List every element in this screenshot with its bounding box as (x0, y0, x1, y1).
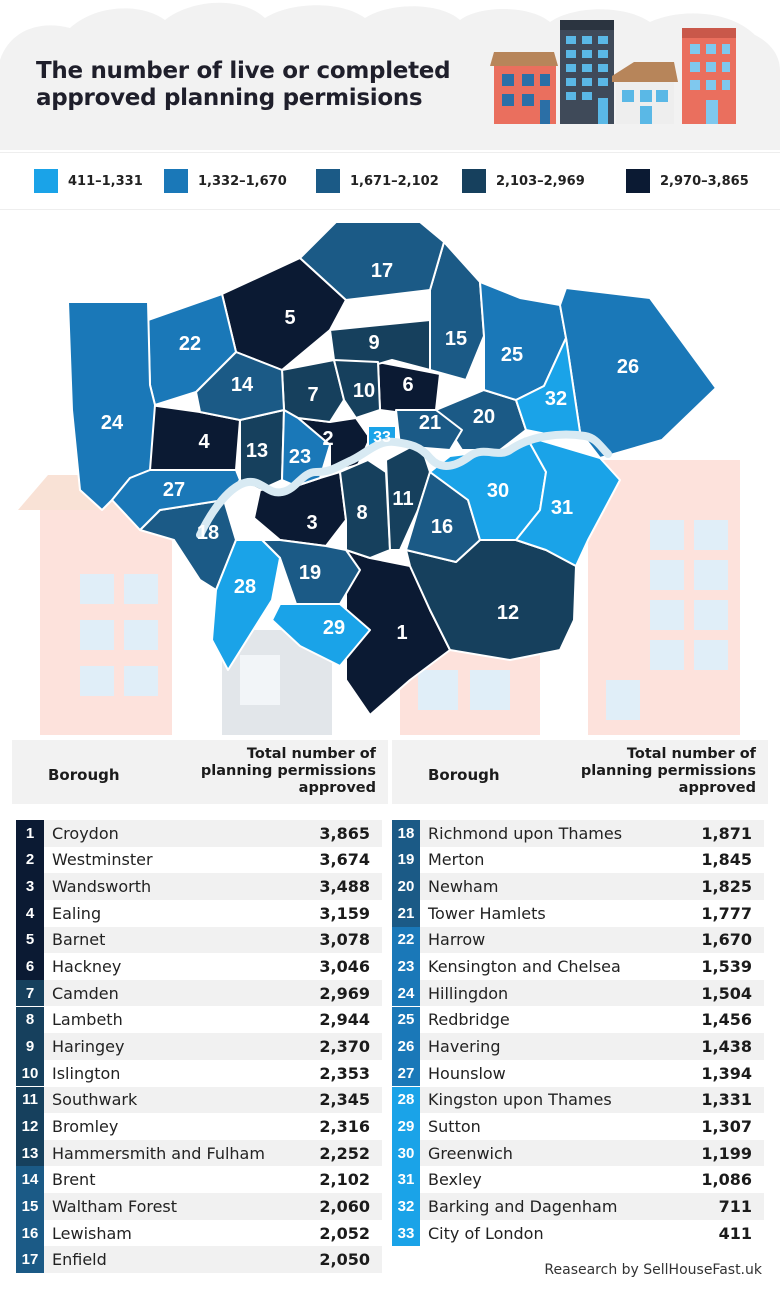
table-row (392, 1113, 764, 1140)
borough-value: 1,825 (701, 877, 752, 897)
borough-value: 2,052 (319, 1223, 370, 1243)
borough-name: Merton (428, 850, 485, 870)
borough-map-label: 1 (396, 622, 408, 644)
borough-value: 711 (718, 1196, 752, 1216)
table-row (16, 1113, 382, 1140)
borough-value: 1,504 (701, 983, 752, 1003)
borough-value: 1,394 (701, 1063, 752, 1083)
legend-label: 411–1,331 (68, 173, 143, 189)
rank-badge: 12 (16, 1113, 44, 1140)
borough-name: Kensington and Chelsea (428, 957, 621, 977)
legend-swatch (462, 169, 486, 193)
borough-name: Croydon (52, 823, 119, 843)
borough-map-label: 11 (392, 488, 414, 510)
table-row (392, 1140, 764, 1167)
borough-map-label: 2 (322, 428, 334, 450)
borough-value: 1,086 (701, 1170, 752, 1190)
borough-value: 2,345 (319, 1090, 370, 1110)
borough-map-label: 29 (322, 617, 346, 639)
borough-map-label: 27 (162, 479, 186, 501)
rank-badge: 29 (392, 1113, 420, 1140)
borough-name: Havering (428, 1036, 501, 1056)
borough-name: Lewisham (52, 1223, 132, 1243)
table-row (16, 953, 382, 980)
borough-name: Tower Hamlets (428, 903, 546, 923)
borough-value: 1,307 (701, 1116, 752, 1136)
legend-item-5 (626, 169, 749, 193)
header (0, 0, 780, 150)
borough-map-label: 12 (496, 602, 520, 624)
borough-map-label: 32 (544, 388, 568, 410)
table-row (392, 820, 764, 847)
header-total-line: planning permissions (580, 763, 756, 779)
borough-value: 2,102 (319, 1170, 370, 1190)
legend-item-2 (164, 169, 287, 193)
rank-badge: 31 (392, 1166, 420, 1193)
table-row (16, 1087, 382, 1114)
borough-map-label: 13 (245, 440, 269, 462)
title-line-2: approved planning permisions (36, 85, 423, 111)
borough-map-label: 8 (356, 502, 368, 524)
buildings-illustration (488, 14, 748, 126)
rank-badge: 17 (16, 1246, 44, 1273)
borough-name: Newham (428, 877, 499, 897)
borough-map-label: 10 (352, 380, 376, 402)
borough-value: 2,060 (319, 1196, 370, 1216)
borough-value: 3,488 (319, 877, 370, 897)
borough-map-label: 31 (550, 497, 574, 519)
rank-badge: 5 (16, 927, 44, 954)
table-header-right (392, 740, 768, 804)
legend-swatch (316, 169, 340, 193)
borough-name: Barking and Dagenham (428, 1196, 618, 1216)
page-title (36, 58, 506, 112)
borough-name: Sutton (428, 1116, 481, 1136)
borough-value: 1,199 (701, 1143, 752, 1163)
legend-item-1 (34, 169, 143, 193)
rank-badge: 18 (392, 820, 420, 847)
borough-value: 1,845 (701, 850, 752, 870)
rank-badge: 21 (392, 900, 420, 927)
borough-value: 3,674 (319, 850, 370, 870)
borough-map-label: 18 (196, 522, 220, 544)
borough-map-label: 16 (430, 516, 454, 538)
table-row (392, 1033, 764, 1060)
borough-map-label: 23 (288, 446, 312, 468)
borough-value: 411 (718, 1223, 752, 1243)
table-row (16, 900, 382, 927)
borough-name: Westminster (52, 850, 153, 870)
table-row (16, 1007, 382, 1034)
borough-name: Redbridge (428, 1010, 510, 1030)
rank-badge: 24 (392, 980, 420, 1007)
header-total-line: planning permissions (200, 763, 376, 779)
header-total (201, 746, 376, 797)
table-row (392, 1060, 764, 1087)
borough-name: Wandsworth (52, 877, 152, 897)
table-row (16, 927, 382, 954)
legend-item-3 (316, 169, 439, 193)
header-total (581, 746, 756, 797)
borough-name: Enfield (52, 1250, 107, 1270)
legend-label: 2,103–2,969 (496, 173, 585, 189)
header-total-line: approved (678, 780, 756, 796)
borough-value: 3,865 (319, 823, 370, 843)
borough-value: 2,944 (319, 1010, 370, 1030)
table-row (392, 873, 764, 900)
rank-badge: 26 (392, 1033, 420, 1060)
borough-name: Islington (52, 1063, 121, 1083)
table-row (16, 820, 382, 847)
borough-value: 1,456 (701, 1010, 752, 1030)
borough-value: 1,539 (701, 957, 752, 977)
borough-map-label: 30 (486, 480, 510, 502)
borough-map-label: 24 (100, 412, 124, 434)
borough-name: Waltham Forest (52, 1196, 178, 1216)
borough-name: Haringey (52, 1036, 125, 1056)
rank-badge: 7 (16, 980, 44, 1007)
borough-value: 3,078 (319, 930, 370, 950)
borough-name: Kingston upon Thames (428, 1090, 612, 1110)
rank-badge: 32 (392, 1193, 420, 1220)
rank-badge: 4 (16, 900, 44, 927)
rank-badge: 11 (16, 1087, 44, 1114)
legend-label: 2,970–3,865 (660, 173, 749, 189)
borough-value: 3,159 (319, 903, 370, 923)
borough-name: Hackney (52, 957, 122, 977)
borough-name: Hammersmith and Fulham (52, 1143, 265, 1163)
borough-value: 2,969 (319, 983, 370, 1003)
table-row (16, 1246, 382, 1273)
header-total-line: Total number of (626, 746, 756, 762)
borough-map-label: 17 (370, 260, 394, 282)
borough-name: Barnet (52, 930, 106, 950)
table-row (392, 953, 764, 980)
rank-badge: 19 (392, 847, 420, 874)
borough-value: 3,046 (319, 957, 370, 977)
borough-value: 1,777 (701, 903, 752, 923)
rank-badge: 25 (392, 1007, 420, 1034)
legend (0, 152, 780, 210)
borough-map-label: 25 (500, 344, 524, 366)
rank-badge: 23 (392, 953, 420, 980)
table-row (392, 1193, 764, 1220)
borough-name: Camden (52, 983, 119, 1003)
borough-map-label: 9 (368, 332, 380, 354)
rank-badge: 20 (392, 873, 420, 900)
borough-name: Greenwich (428, 1143, 513, 1163)
rank-badge: 6 (16, 953, 44, 980)
borough-map-label: 4 (198, 431, 210, 453)
table-row (392, 900, 764, 927)
borough-value: 2,050 (319, 1250, 370, 1270)
legend-swatch (164, 169, 188, 193)
borough-value: 1,438 (701, 1036, 752, 1056)
table-row (16, 1220, 382, 1247)
table-row (392, 1220, 764, 1247)
rank-badge: 10 (16, 1060, 44, 1087)
rank-badge: 9 (16, 1033, 44, 1060)
legend-swatch (626, 169, 650, 193)
borough-map-label: 26 (616, 356, 640, 378)
table-row (16, 1166, 382, 1193)
borough-map (0, 210, 780, 735)
rank-badge: 3 (16, 873, 44, 900)
borough-name: Brent (52, 1170, 96, 1190)
credit: Reasearch by SellHouseFast.uk (544, 1262, 762, 1278)
borough-name: Richmond upon Thames (428, 823, 623, 843)
rank-badge: 22 (392, 927, 420, 954)
borough-name: Bromley (52, 1116, 119, 1136)
table-row (392, 847, 764, 874)
borough-map-label: 33 (373, 429, 391, 446)
rank-badge: 30 (392, 1140, 420, 1167)
table-row (16, 1140, 382, 1167)
borough-map-label: 3 (306, 512, 318, 534)
rank-badge: 13 (16, 1140, 44, 1167)
borough-name: City of London (428, 1223, 544, 1243)
table-row (392, 1007, 764, 1034)
legend-swatch (34, 169, 58, 193)
table-row (392, 980, 764, 1007)
table-row (16, 1193, 382, 1220)
header-total-line: approved (298, 780, 376, 796)
borough-map-label: 21 (418, 412, 442, 434)
borough-value: 2,316 (319, 1116, 370, 1136)
table-row (16, 980, 382, 1007)
table-row (392, 1087, 764, 1114)
borough-name: Harrow (428, 930, 486, 950)
borough-name: Southwark (52, 1090, 138, 1110)
borough-map-label: 6 (402, 374, 414, 396)
legend-label: 1,332–1,670 (198, 173, 287, 189)
rank-badge: 27 (392, 1060, 420, 1087)
borough-value: 1,871 (701, 823, 752, 843)
borough-map-label: 15 (444, 328, 468, 350)
table-row (392, 927, 764, 954)
legend-label: 1,671–2,102 (350, 173, 439, 189)
rank-badge: 8 (16, 1007, 44, 1034)
borough-map-label: 20 (472, 406, 496, 428)
borough-map-label: 19 (298, 562, 322, 584)
borough-name: Hillingdon (428, 983, 509, 1003)
title-line-1: The number of live or completed (36, 58, 451, 84)
borough-name: Lambeth (52, 1010, 123, 1030)
header-total-line: Total number of (246, 746, 376, 762)
rank-badge: 2 (16, 847, 44, 874)
borough-name: Bexley (428, 1170, 482, 1190)
table-row (16, 873, 382, 900)
borough-map-label: 14 (230, 374, 254, 396)
table-header-left (12, 740, 388, 804)
borough-map-label: 7 (307, 384, 319, 406)
header-borough: Borough (428, 766, 500, 784)
borough-map-label: 22 (178, 333, 202, 355)
borough-value: 1,670 (701, 930, 752, 950)
borough-map-label: 28 (233, 576, 257, 598)
borough-value: 2,353 (319, 1063, 370, 1083)
borough-value: 2,252 (319, 1143, 370, 1163)
rank-badge: 16 (16, 1220, 44, 1247)
table-row (16, 1033, 382, 1060)
rank-badge: 14 (16, 1166, 44, 1193)
rank-badge: 1 (16, 820, 44, 847)
rank-badge: 33 (392, 1220, 420, 1247)
table-row (16, 847, 382, 874)
rank-badge: 28 (392, 1087, 420, 1114)
borough-value: 2,370 (319, 1036, 370, 1056)
rank-badge: 15 (16, 1193, 44, 1220)
legend-item-4 (462, 169, 585, 193)
table-row (392, 1166, 764, 1193)
borough-name: Hounslow (428, 1063, 506, 1083)
borough-value: 1,331 (701, 1090, 752, 1110)
map-svg (0, 210, 780, 735)
borough-map-label: 5 (284, 307, 296, 329)
table-row (16, 1060, 382, 1087)
header-borough: Borough (48, 766, 120, 784)
borough-name: Ealing (52, 903, 102, 923)
